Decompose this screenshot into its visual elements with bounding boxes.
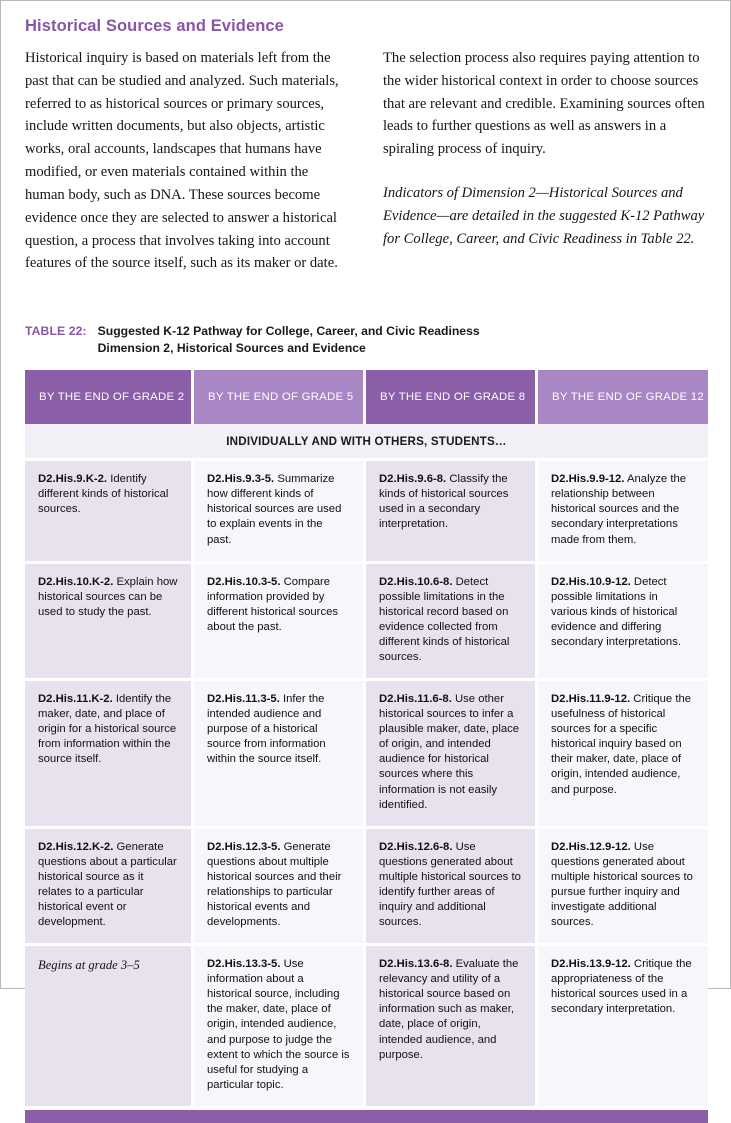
indicator-text: Evaluate the relevancy and utility of a historical source based on information such as maker, date, place of origin, intended audience, and purpose.: [379, 958, 519, 1061]
table-body: [25, 424, 708, 1106]
indicator-cell: [194, 461, 363, 560]
indicator-text: Use other historical sources to infer a plausible maker, date, place of origin, and intended audience for historical sources where this information is not easily identified.: [379, 693, 520, 811]
prose-column-right: [383, 47, 707, 275]
column-header-grade-5-label: BY THE END OF GRADE 5: [194, 370, 363, 424]
indicator-cell: [538, 564, 708, 678]
right-paragraph: The selection process also requires paying attention to the wider historical context in order to choose sources that are relevant and credible. Examining sources often leads to further questions as well as answers in a spiraling process of inquiry.: [383, 50, 705, 158]
table-caption-text: [98, 323, 480, 356]
table-caption-line-1: Suggested K-12 Pathway for College, Career, and Civic Readiness: [97, 324, 480, 339]
indicator-code: D2.His.12.6-8.: [379, 840, 453, 853]
indicator-text: Explain how historical sources can be used to study the past.: [38, 575, 178, 618]
indicator-code: D2.His.13.3-5.: [207, 958, 281, 971]
right-italic-note: Indicators of Dimension 2—Historical Sources and Evidence—are detailed in the suggested K-12 Pathway for College, Career, and Civic Readiness in Table 22.: [383, 185, 705, 247]
table-row: [25, 681, 708, 826]
indicator-text: Use questions generated about multiple historical sources to identify further areas of inquiry and additional sources.: [379, 840, 521, 929]
indicator-text: Summarize how different kinds of historical sources are used to explain events in the past.: [207, 473, 342, 546]
indicator-code: D2.His.12.K-2.: [38, 840, 114, 853]
indicator-cell: [194, 946, 363, 1106]
indicator-cell: [538, 829, 708, 943]
table-row: [25, 461, 708, 560]
indicator-cell: [194, 681, 363, 826]
indicator-text: Infer the intended audience and purpose of a historical source from information within the source itself.: [207, 693, 326, 766]
indicator-text: Generate questions about multiple historical sources and their relationships to particular historical events and developments.: [207, 840, 342, 929]
table-caption-line-2: Dimension 2, Historical Sources and Evidence: [97, 340, 366, 355]
indicator-code: D2.His.9.9-12.: [551, 473, 625, 486]
indicator-text: Detect possible limitations in various kinds of historical evidence and differing secondary interpretations.: [551, 575, 681, 648]
indicator-cell: [366, 461, 535, 560]
indicator-code: D2.His.10.9-12.: [551, 575, 631, 588]
indicator-cell: [25, 461, 191, 560]
table-caption-label: TABLE 22:: [25, 324, 87, 339]
indicator-cell: [25, 829, 191, 943]
indicator-code: D2.His.11.K-2.: [38, 693, 113, 706]
left-paragraph: Historical inquiry is based on materials left from the past that can be studied and analyzed. Such materials, referred to as historical sources or primary sources, include written documents, but also objects, artistic works, oral accounts, landscapes that humans have modified, or even materials contained within the human body, such as DNA. These sources become evidence once they are selected to answer a historical question, a process that involves taking into account features of the source itself, such as its maker or date.: [25, 50, 339, 272]
page-content: [25, 17, 708, 1123]
column-header-grade-8: [366, 370, 535, 424]
table-row: [25, 946, 708, 1106]
indicator-text: Analyze the relationship between historical sources and the secondary interpretations made from them.: [551, 473, 687, 546]
indicator-cell: [194, 564, 363, 678]
indicator-cell: [25, 946, 191, 1106]
indicator-text: Detect possible limitations in the historical record based on evidence collected from different kinds of historical sources.: [379, 575, 510, 663]
indicator-cell: [538, 461, 708, 560]
table-caption: [25, 323, 708, 356]
indicator-code: D2.His.9.6-8.: [379, 473, 447, 486]
column-header-grade-2: [25, 370, 191, 424]
indicator-text: Classify the kinds of historical sources used in a secondary interpretation.: [379, 473, 509, 531]
indicator-code: D2.His.10.6-8.: [379, 575, 453, 588]
indicator-code: D2.His.12.9-12.: [551, 840, 631, 853]
indicator-cell: [538, 681, 708, 826]
indicator-cell: [25, 681, 191, 826]
students-band-row: [25, 424, 708, 458]
column-header-grade-12: [538, 370, 708, 424]
table-row: [25, 564, 708, 678]
indicator-text: Identify the maker, date, and place of origin for a historical source from information within the source itself.: [38, 693, 177, 766]
pathway-table: [25, 370, 708, 1106]
indicator-text: Use information about a historical source, including the maker, date, place of origin, intended audience, and purpose to judge the extent to which the source is useful for studying a particular topic.: [207, 958, 350, 1091]
indicator-cell: [366, 681, 535, 826]
indicator-code: D2.His.13.6-8.: [379, 958, 453, 971]
indicator-text: Compare information provided by different historical sources about the past.: [207, 575, 339, 633]
indicator-text: Use questions generated about multiple historical sources to pursue further inquiry and investigate additional sources.: [551, 840, 693, 929]
column-header-grade-5: [194, 370, 363, 424]
indicator-code: D2.His.13.9-12.: [551, 958, 631, 971]
prose-column-left: [25, 47, 349, 275]
indicator-code: D2.His.10.3-5.: [207, 575, 281, 588]
indicator-code: D2.His.9.K-2.: [38, 473, 108, 486]
column-header-grade-2-label: BY THE END OF GRADE 2: [25, 370, 191, 424]
table-footer-bar: [25, 1110, 708, 1123]
indicator-code: D2.His.11.6-8.: [379, 693, 452, 706]
indicator-cell: [366, 946, 535, 1106]
column-header-grade-8-label: BY THE END OF GRADE 8: [366, 370, 535, 424]
indicator-text: Generate questions about a particular historical source as it relates to a particular historical event or development.: [38, 840, 177, 929]
section-heading: Historical Sources and Evidence: [25, 17, 284, 35]
table-head: [25, 370, 708, 424]
prose-columns: [25, 47, 708, 275]
indicator-cell: [194, 829, 363, 943]
indicator-text: Identify different kinds of historical sources.: [38, 473, 169, 516]
indicator-code: D2.His.12.3-5.: [207, 840, 281, 853]
students-band-label: INDIVIDUALLY AND WITH OTHERS, STUDENTS…: [25, 424, 708, 458]
indicator-code: D2.His.9.3-5.: [207, 473, 275, 486]
indicator-code: D2.His.11.3-5.: [207, 693, 280, 706]
indicator-text: Critique the appropriateness of the historical sources used in a secondary interpretation.: [551, 958, 692, 1016]
indicator-cell: [538, 946, 708, 1106]
table-header-row: [25, 370, 708, 424]
table-row: [25, 829, 708, 943]
indicator-code: D2.His.11.9-12.: [551, 693, 631, 706]
indicator-cell: [25, 564, 191, 678]
indicator-text: Critique the usefulness of historical sources for a specific historical inquiry based on their maker, date, place of origin, intended audience, and purpose.: [551, 693, 692, 796]
begins-at-grade-note: Begins at grade 3–5: [38, 958, 140, 973]
indicator-cell: [366, 829, 535, 943]
indicator-cell: [366, 564, 535, 678]
indicator-code: D2.His.10.K-2.: [38, 575, 114, 588]
column-header-grade-12-label: BY THE END OF GRADE 12: [538, 370, 708, 424]
